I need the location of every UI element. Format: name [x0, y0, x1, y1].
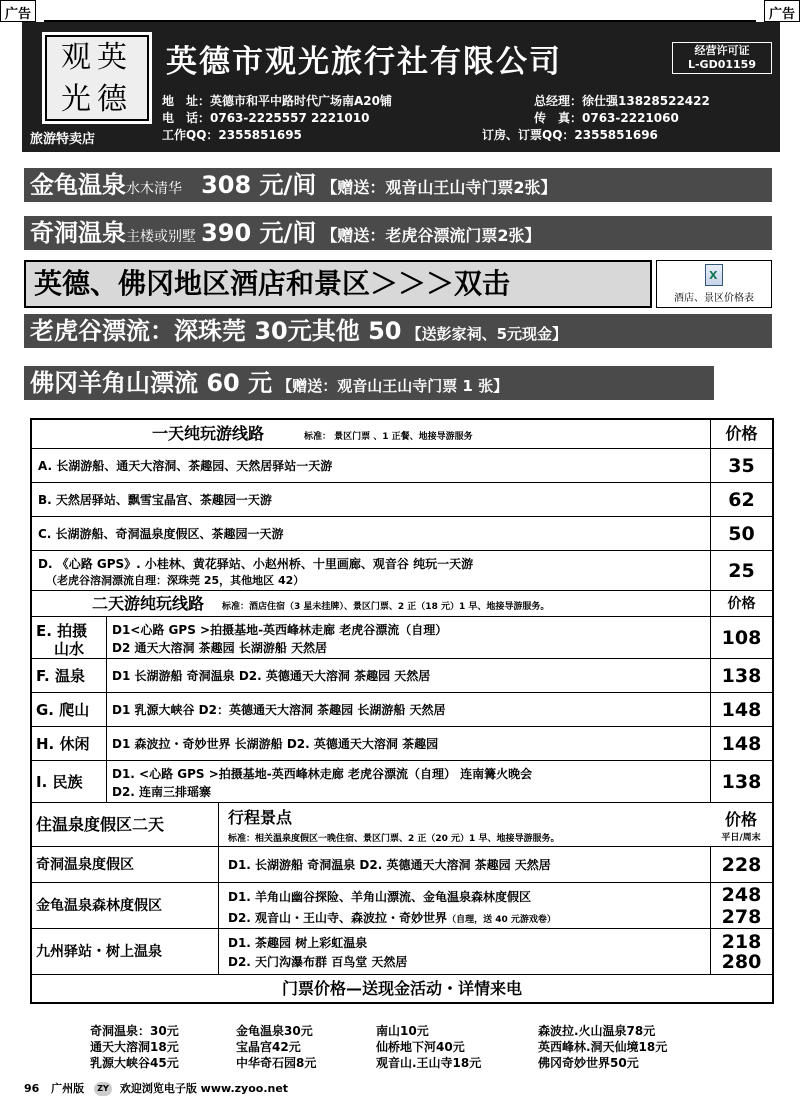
table-row: [32, 760, 772, 802]
route-i-day1: D1. <心路 GPS >拍摄基地-英西峰林走廊 老虎谷漂流（自理） 连南篝火晚会: [112, 767, 533, 781]
manager-text: 总经理：徐仕强13828522422: [534, 94, 710, 108]
price-table-caption: 酒店、景区价格表: [674, 293, 754, 304]
route-d-note: （老虎谷溶洞漂流自理：深珠莞 25，其他地区 42）: [46, 574, 305, 587]
route-h-name: H. 休闲: [36, 735, 90, 753]
two-day-title: 二天游纯玩线路: [92, 594, 205, 613]
address-text: 地 址：英德市和平中路时代广场南A20铺: [162, 94, 392, 108]
two-day-header: [32, 590, 772, 616]
route-f-price: 138: [710, 659, 772, 692]
ticket-item: 中华奇石园8元: [236, 1056, 317, 1070]
ad-label-left: 广告: [0, 0, 36, 22]
promo-laohugu-price: ：深珠莞 30元其他 50: [150, 317, 402, 345]
ticket-item: 南山10元: [376, 1024, 429, 1038]
company-header: [22, 22, 780, 152]
logo-seal-text: 观英光德: [45, 35, 149, 121]
promo-laohugu: [24, 314, 772, 348]
ticket-item: 森波拉.火山温泉78元: [538, 1024, 656, 1038]
license-title: 经营许可证: [694, 44, 750, 57]
promo-yangjiaoshan: [24, 366, 714, 400]
jingui-resort-price-weekend: 278: [721, 906, 762, 928]
two-day-price-header: 价格: [710, 591, 772, 616]
table-row: [32, 846, 772, 882]
jingui-resort-day1: D1. 羊角山幽谷探险、羊角山漂流、金龟温泉森林度假区: [228, 890, 532, 904]
promo-jingui-price: 308 元/间: [201, 171, 317, 199]
jingui-resort-name: 金龟温泉森林度假区: [36, 898, 162, 914]
table-row: [32, 516, 772, 550]
qidong-resort-price: 228: [710, 847, 772, 882]
promo-qidong-price: 390 元/间: [201, 219, 317, 247]
hot-spring-title: 住温泉度假区二天: [36, 815, 165, 834]
fax-text: 传 真：0763-2221060: [534, 111, 679, 125]
order-qq-text: 订房、订票QQ：2355851696: [482, 128, 658, 142]
jiuzhou-resort-day1: D1. 茶趣园 树上彩虹温泉: [228, 936, 368, 950]
zy-logo-icon: ZY: [94, 1082, 112, 1096]
route-i-day2: D2. 连南三排瑶寨: [112, 785, 212, 799]
license-box: [672, 42, 772, 74]
table-row: [32, 550, 772, 590]
route-i-name: I. 民族: [36, 773, 83, 791]
hot-spring-header: [32, 802, 772, 846]
route-e-name2: 山水: [54, 640, 85, 658]
promo-laohugu-name: 老虎谷漂流: [30, 317, 150, 345]
page-footer: [24, 1080, 288, 1096]
tickets-title: 门票价格—送现金活动・详情来电: [32, 974, 772, 1002]
route-e-name: E. 拍摄: [36, 622, 88, 640]
jiuzhou-resort-day2: D2. 天门沟瀑布群 百鸟堂 天然居: [228, 955, 408, 969]
route-g-name: G. 爬山: [36, 701, 90, 719]
ticket-item: 佛冈奇妙世界50元: [538, 1056, 639, 1070]
ticket-prices: [60, 1022, 760, 1070]
route-a-price: 35: [710, 449, 772, 482]
route-f-name: F. 温泉: [36, 667, 85, 685]
website-text[interactable]: 欢迎浏览电子版 www.zyoo.net: [119, 1082, 289, 1095]
logo-caption: 旅游特卖店: [30, 132, 96, 147]
route-g-price: 148: [710, 693, 772, 726]
promo-jingui-gift: 【赠送：观音山王山寺门票2张】: [321, 178, 557, 197]
route-d-text: D. 《心路 GPS》. 小桂林、黄花驿站、小赵州桥、十里画廊、观音谷 纯玩一天游: [38, 557, 474, 571]
ticket-item: 宝晶宫42元: [236, 1040, 301, 1054]
route-g-day: D1 乳源大峡谷 D2：英德通天大溶洞 茶趣园 长湖游船 天然居: [112, 703, 446, 717]
hot-spring-price-header: 价格: [724, 810, 757, 829]
hot-spring-price-sub: 平日/周末: [721, 833, 761, 843]
one-day-title: 一天纯玩游线路: [152, 424, 265, 443]
jiuzhou-resort-price-weekday: 218: [721, 931, 762, 953]
hot-spring-note: 标准：相关温泉度假区一晚住宿、景区门票、2 正（20 元）1 早、地接导游服务。: [228, 834, 560, 844]
jiuzhou-resort-price-weekend: 280: [721, 951, 762, 973]
one-day-header: [32, 420, 772, 448]
route-e-price: 108: [710, 617, 772, 658]
jiuzhou-resort-name: 九州驿站・树上温泉: [36, 944, 162, 960]
page-number: 96: [24, 1082, 40, 1095]
route-e-day1: D1<心路 GPS >拍摄基地-英西峰林走廊 老虎谷漂流（自理）: [112, 623, 448, 637]
edition-label: 广州版: [51, 1082, 85, 1095]
route-a-text: A. 长湖游船、通天大溶洞、茶趣园、天然居驿站一天游: [38, 459, 333, 473]
table-row: [32, 658, 772, 692]
promo-yangjiaoshan-gift: 【赠送：观音山王山寺门票 1 张】: [277, 377, 509, 395]
two-day-note: 标准：酒店住宿（3 星未挂牌）、景区门票、2 正（18 元）1 早、地接导游服务。: [222, 602, 550, 612]
company-logo: [42, 32, 152, 124]
route-h-day: D1 森波拉・奇妙世界 长湖游船 D2. 英德通天大溶洞 茶趣园: [112, 737, 439, 751]
ticket-item: 金龟温泉30元: [236, 1024, 313, 1038]
route-b-price: 62: [710, 483, 772, 516]
ad-label-right: 广告: [764, 0, 800, 22]
table-row: [32, 726, 772, 760]
table-row: [32, 882, 772, 928]
promo-jingui-name: 金龟温泉: [30, 171, 126, 199]
ticket-item: 通天大溶洞18元: [90, 1040, 179, 1054]
route-c-price: 50: [710, 517, 772, 550]
route-i-price: 138: [710, 761, 772, 802]
promo-yangjiaoshan-name: 佛冈羊角山漂流 60 元: [30, 369, 273, 397]
hotel-link-banner[interactable]: 英德、佛冈地区酒店和景区＞＞＞双击: [24, 260, 652, 308]
promo-jingui: [24, 168, 772, 202]
jingui-resort-note: （自理，送 40 元游戏卷）: [447, 915, 556, 925]
table-row: [32, 692, 772, 726]
work-qq-text: 工作QQ：2355851695: [162, 128, 302, 142]
route-e-day2: D2 通天大溶洞 茶趣园 长湖游船 天然居: [112, 641, 328, 655]
table-row: [32, 928, 772, 974]
promo-qidong-gift: 【赠送：老虎谷漂流门票2张】: [321, 226, 541, 245]
qidong-resort-itinerary: D1. 长湖游船 奇洞温泉 D2. 英德通天大溶洞 茶趣园 天然居: [228, 858, 551, 872]
ticket-item: 观音山.王山寺18元: [376, 1056, 482, 1070]
itinerary-title: 行程景点: [228, 808, 293, 827]
ticket-item: 仙桥地下河40元: [376, 1040, 465, 1054]
table-row: [32, 448, 772, 482]
table-row: [32, 616, 772, 658]
one-day-price-header: 价格: [710, 420, 772, 448]
promo-qidong: [24, 216, 772, 250]
jingui-resort-day2: D2. 观音山・王山寺、森波拉・奇妙世界: [228, 911, 448, 925]
spreadsheet-icon: [705, 264, 723, 286]
route-table: [30, 418, 774, 1004]
ticket-item: 乳源大峡谷45元: [90, 1056, 179, 1070]
table-row: [32, 482, 772, 516]
jingui-resort-price-weekday: 248: [721, 884, 762, 906]
one-day-note: 标准： 景区门票 、1 正餐、地接导游服务: [304, 432, 473, 442]
promo-qidong-sub: 主楼或别墅: [126, 229, 196, 245]
ticket-item: 英西峰林.洞天仙境18元: [538, 1040, 668, 1054]
company-name: 英德市观光旅行社有限公司: [166, 44, 562, 80]
phone-text: 电 话：0763-2225557 2221010: [162, 111, 370, 125]
route-d-price: 25: [710, 551, 772, 590]
qidong-resort-name: 奇洞温泉度假区: [36, 857, 134, 873]
ticket-item: 奇洞温泉：30元: [90, 1024, 179, 1038]
route-h-price: 148: [710, 727, 772, 760]
route-f-day: D1 长湖游船 奇洞温泉 D2. 英德通天大溶洞 茶趣园 天然居: [112, 669, 431, 683]
route-c-text: C. 长湖游船、奇洞温泉度假区、茶趣园一天游: [38, 527, 284, 541]
promo-jingui-sub: 水木清华: [126, 181, 182, 197]
route-b-text: B. 天然居驿站、飘雪宝晶宫、茶趣园一天游: [38, 493, 272, 507]
price-table-file[interactable]: [656, 260, 772, 308]
promo-qidong-name: 奇洞温泉: [30, 219, 126, 247]
license-number: L-GD01159: [687, 58, 756, 71]
promo-laohugu-gift: 【送彭家祠、5元现金】: [406, 325, 568, 343]
